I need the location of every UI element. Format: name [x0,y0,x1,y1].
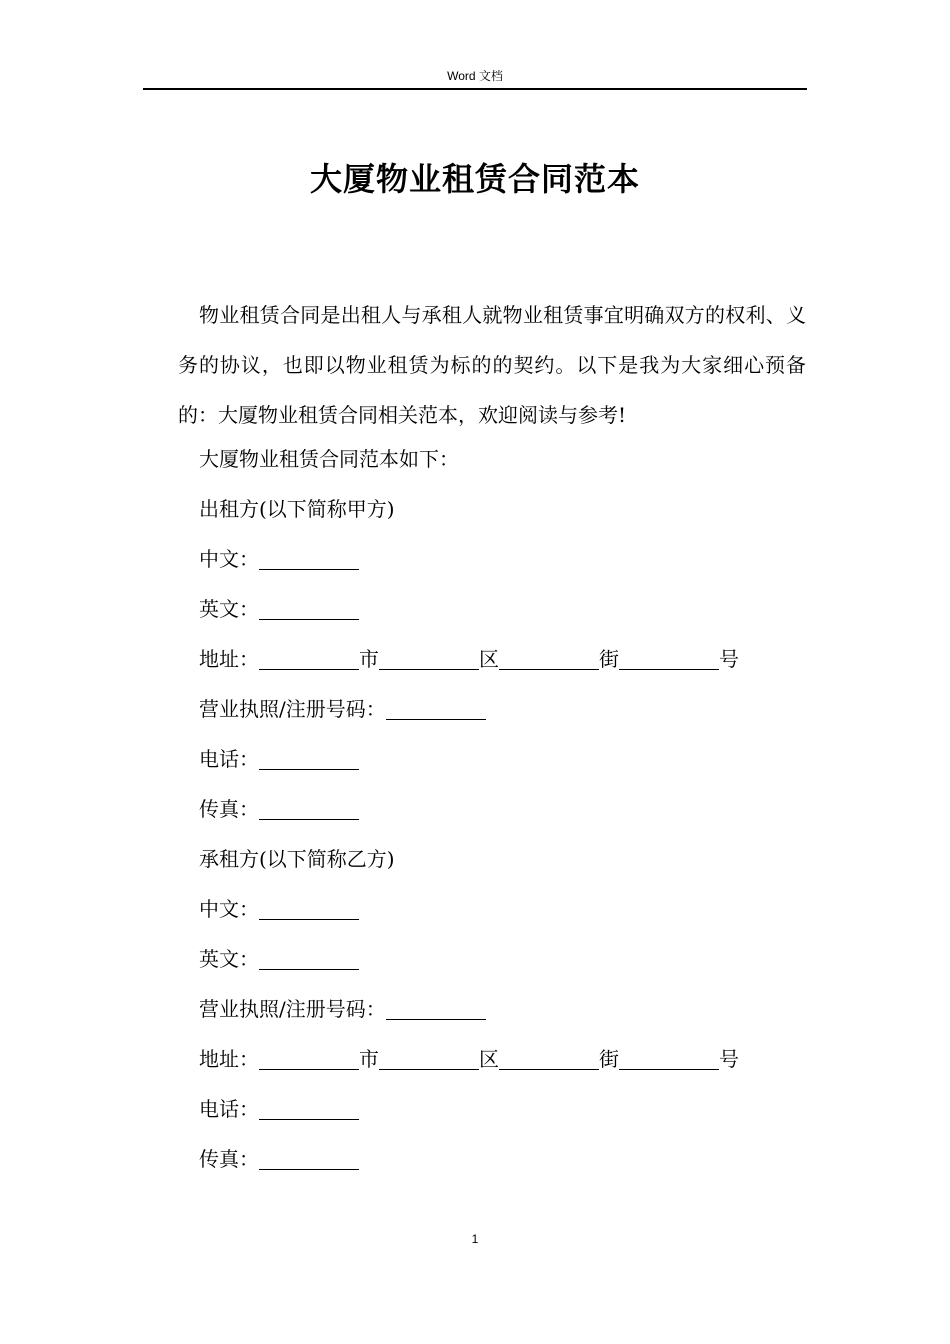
field-label: 营业执照/注册号码： [199,697,386,721]
fill-in-blank[interactable] [259,1168,359,1170]
fill-in-blank[interactable] [619,1068,719,1070]
fill-in-blank[interactable] [259,568,359,570]
field-label: 电话： [199,747,259,771]
field-label: 传真： [199,797,259,821]
fill-in-blank[interactable] [499,1068,599,1070]
party-b-phone-field [199,1084,799,1134]
page-number: 1 [471,1232,479,1246]
field-label: 传真： [199,1147,259,1171]
contract-fields [199,434,799,1184]
party-a-english-field [199,584,799,634]
page-header [143,66,807,90]
document-title: 大厦物业租赁合同范本 [309,160,640,198]
fill-in-blank[interactable] [619,668,719,670]
city-unit: 市 [359,1047,379,1071]
field-label: 英文： [199,947,259,971]
fill-in-blank[interactable] [499,668,599,670]
fill-in-blank[interactable] [259,968,359,970]
party-a-license-field [199,684,799,734]
party-b-heading [199,834,799,884]
party-b-license-field [199,984,799,1034]
street-unit: 街 [599,647,619,671]
lead-line [199,434,799,484]
fill-in-blank[interactable] [259,818,359,820]
fill-in-blank[interactable] [379,668,479,670]
party-b-label: 承租方(以下简称乙方) [199,847,395,871]
fill-in-blank[interactable] [259,618,359,620]
fill-in-blank[interactable] [386,1018,486,1020]
party-a-chinese-field [199,534,799,584]
street-unit: 街 [599,1047,619,1071]
number-unit: 号 [719,647,739,671]
field-label: 营业执照/注册号码： [199,997,386,1021]
fill-in-blank[interactable] [259,768,359,770]
party-b-chinese-field [199,884,799,934]
party-a-fax-field [199,784,799,834]
lead-text: 大厦物业租赁合同范本如下： [199,447,459,471]
field-label: 英文： [199,597,259,621]
fill-in-blank[interactable] [379,1068,479,1070]
city-unit: 市 [359,647,379,671]
fill-in-blank[interactable] [259,668,359,670]
field-label: 中文： [199,547,259,571]
fill-in-blank[interactable] [386,718,486,720]
number-unit: 号 [719,1047,739,1071]
party-b-address-field [199,1034,799,1084]
district-unit: 区 [479,647,499,671]
field-label: 中文： [199,897,259,921]
fill-in-blank[interactable] [259,1118,359,1120]
field-label: 地址： [199,1047,259,1071]
party-b-english-field [199,934,799,984]
party-a-address-field [199,634,799,684]
party-a-phone-field [199,734,799,784]
fill-in-blank[interactable] [259,1068,359,1070]
party-a-heading [199,484,799,534]
party-a-label: 出租方(以下简称甲方) [199,497,395,521]
header-text: Word 文档 [447,69,503,83]
page-footer [0,1229,950,1249]
fill-in-blank[interactable] [259,918,359,920]
intro-paragraph: 物业租赁合同是出租人与承租人就物业租赁事宜明确双方的权利、义务的协议，也即以物业租赁为标的的契约。以下是我为大家细心预备的：大厦物业租赁合同相关范本，欢迎阅读与参考! [178,303,806,427]
party-b-fax-field [199,1134,799,1184]
district-unit: 区 [479,1047,499,1071]
field-label: 电话： [199,1097,259,1121]
field-label: 地址： [199,647,259,671]
